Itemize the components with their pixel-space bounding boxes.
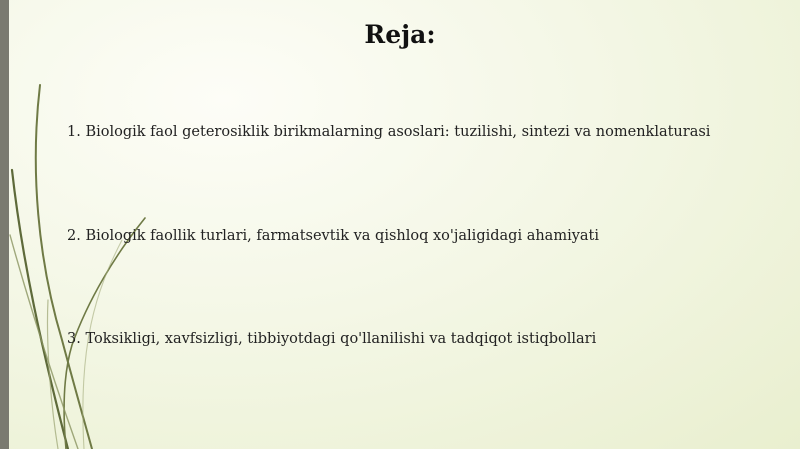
plan-item: 1. Biologik faol geterosiklik birikmalarning asoslari: tuzilishi, sintezi va nomenklaturasi: [67, 124, 711, 140]
slide-title: Reja:: [364, 20, 436, 49]
plan-item: 2. Biologik faollik turlari, farmatsevtik va qishloq xo'jaligidagi ahamiyati: [67, 228, 600, 244]
plan-item: 3. Toksikligi, xavfsizligi, tibbiyotdagi qo'llanilishi va tadqiqot istiqbollari: [67, 331, 597, 347]
